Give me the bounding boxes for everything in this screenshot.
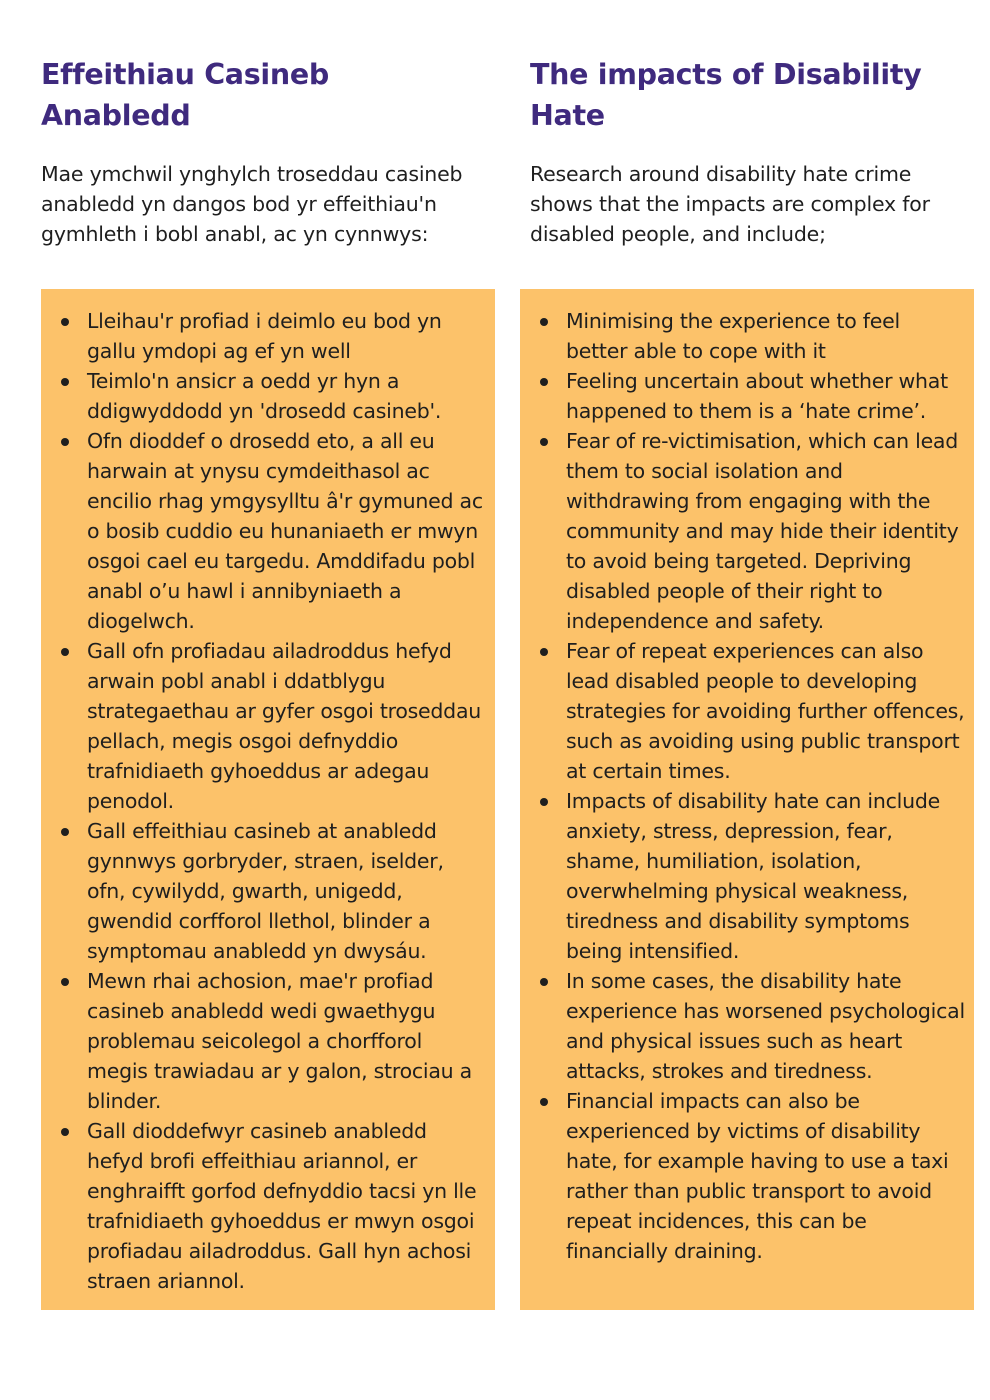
english-heading <box>530 54 970 136</box>
list-item <box>520 786 966 966</box>
list-item-text: Lleihau'r profiad i deimlo eu bod yn gallu ymdopi ag ef yn well <box>87 309 442 363</box>
english-heading-line2: Hate <box>530 99 605 132</box>
welsh-intro: Mae ymchwil ynghylch troseddau casineb anabledd yn dangos bod yr effeithiau'n gymhleth i bobl anabl, ac yn cynnwys: <box>41 162 463 246</box>
list-item-text: Financial impacts can also be experienced by victims of disability hate, for example having to use a taxi rather than public transport to avoid repeat incidences, this can be financially draining. <box>566 1089 949 1263</box>
welsh-heading <box>41 54 481 136</box>
list-item-text: Ofn dioddef o drosedd eto, a all eu harwain at ynysu cymdeithasol ac encilio rhag ymgysylltu â'r gymuned ac o bosib cuddio eu hunaniaeth er mwyn osgoi cael eu targedu. Amddifadu pobl anabl o’u hawl i annibyniaeth a diogelwch. <box>87 429 483 633</box>
list-item <box>41 306 487 366</box>
bullet-icon <box>540 798 548 806</box>
list-item-text: Gall dioddefwyr casineb anabledd hefyd brofi effeithiau ariannol, er enghraifft gorfod defnyddio tacsi yn lle trafnidiaeth gyhoeddus er mwyn osgoi profiadau ailadroddus. Gall hyn achosi straen ariannol. <box>87 1119 477 1293</box>
bullet-icon <box>61 378 69 386</box>
welsh-header <box>41 54 481 249</box>
bullet-icon <box>540 648 548 656</box>
list-item <box>41 966 487 1116</box>
bullet-icon <box>540 378 548 386</box>
english-impacts-list <box>520 306 966 1266</box>
list-item-text: Teimlo'n ansicr a oedd yr hyn a ddigwyddodd yn 'drosedd casineb'. <box>87 369 442 423</box>
english-impacts-box <box>520 289 974 1310</box>
english-intro: Research around disability hate crime shows that the impacts are complex for disabled people, and include; <box>530 162 930 246</box>
list-item <box>41 816 487 966</box>
bullet-icon <box>540 1098 548 1106</box>
list-item <box>41 366 487 426</box>
list-item <box>520 366 966 426</box>
list-item <box>520 426 966 636</box>
bullet-icon <box>540 438 548 446</box>
bullet-icon <box>61 438 69 446</box>
bullet-icon <box>540 978 548 986</box>
welsh-impacts-box <box>41 289 495 1310</box>
welsh-impacts-list <box>41 306 487 1296</box>
bullet-icon <box>61 978 69 986</box>
welsh-heading-line1: Effeithiau Casineb <box>41 58 329 91</box>
list-item <box>520 1086 966 1266</box>
list-item <box>41 1116 487 1296</box>
list-item <box>41 426 487 636</box>
bullet-icon <box>61 648 69 656</box>
english-heading-line1: The impacts of Disability <box>530 58 922 91</box>
list-item-text: Fear of repeat experiences can also lead disabled people to developing strategies for avoiding further offences, such as avoiding using public transport at certain times. <box>566 639 965 783</box>
welsh-heading-line2: Anabledd <box>41 99 191 132</box>
list-item-text: In some cases, the disability hate experience has worsened psychological and physical issues such as heart attacks, strokes and tiredness. <box>566 969 965 1083</box>
english-header <box>530 54 970 249</box>
list-item-text: Mewn rhai achosion, mae'r profiad casineb anabledd wedi gwaethygu problemau seicolegol a chorfforol megis trawiadau ar y galon, strociau a blinder. <box>87 969 472 1113</box>
list-item <box>520 306 966 366</box>
list-item-text: Fear of re-victimisation, which can lead them to social isolation and withdrawing from engaging with the community and may hide their identity to avoid being targeted. Depriving disabled people of their right to independence and safety. <box>566 429 959 633</box>
bullet-icon <box>61 1128 69 1136</box>
list-item <box>520 636 966 786</box>
list-item <box>520 966 966 1086</box>
list-item <box>41 636 487 816</box>
bullet-icon <box>540 318 548 326</box>
list-item-text: Gall effeithiau casineb at anabledd gynnwys gorbryder, straen, iselder, ofn, cywilydd, gwarth, unigedd, gwendid corfforol llethol, blinder a symptomau anabledd yn dwysáu. <box>87 819 444 963</box>
bullet-icon <box>61 828 69 836</box>
list-item-text: Gall ofn profiadau ailadroddus hefyd arwain pobl anabl i ddatblygu strategaethau ar gyfer osgoi troseddau pellach, megis osgoi defnyddio trafnidiaeth gyhoeddus ar adegau penodol. <box>87 639 481 813</box>
bullet-icon <box>61 318 69 326</box>
list-item-text: Minimising the experience to feel better able to cope with it <box>566 309 900 363</box>
list-item-text: Impacts of disability hate can include anxiety, stress, depression, fear, shame, humiliation, isolation, overwhelming physical weakness, tiredness and disability symptoms being intensified. <box>566 789 940 963</box>
list-item-text: Feeling uncertain about whether what happened to them is a ‘hate crime’. <box>566 369 948 423</box>
